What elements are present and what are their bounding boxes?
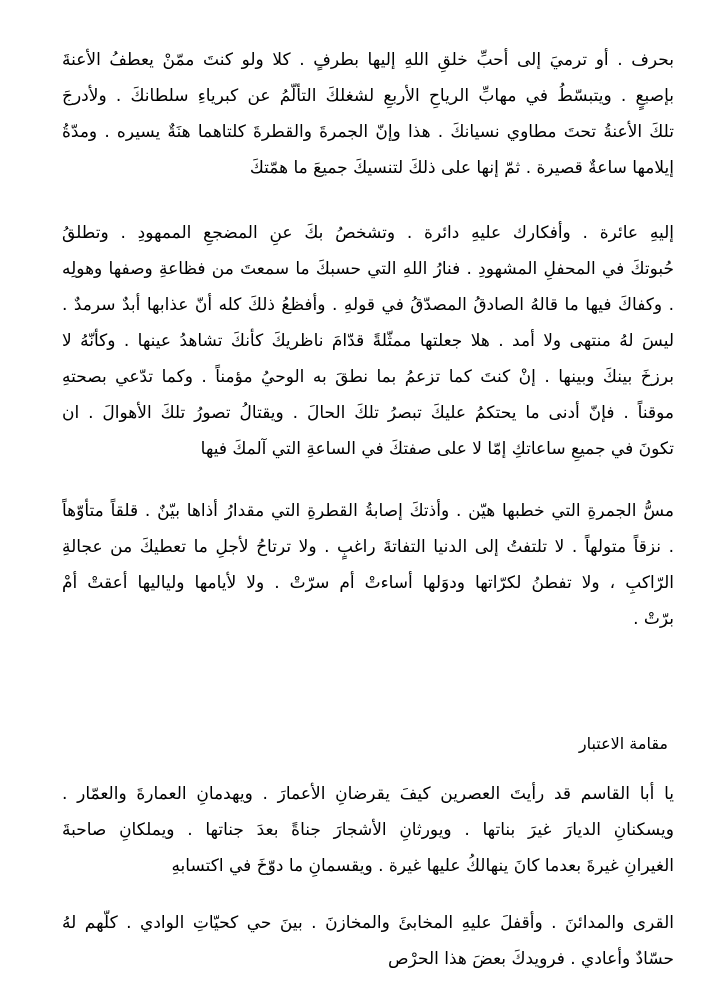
text-line: تكونَ في جميعِ ساعاتكِ إمّا لا على صفتكَ في الساعةِ التي آلمكَ فيها	[200, 439, 674, 459]
paragraph	[62, 905, 674, 977]
text-line: . نزقاً متولهاً . لا تلتفتُ إلى الدنيا التفاتةَ راغبٍ . ولا ترتاحُ لأجلِ ما تعطيكَ من عجالةِ	[62, 537, 674, 557]
text-line: ليسَ لهُ منتهى ولا أمد . هلا جعلتها ممثّلةً قدّامَ ناظريكَ كأنكَ تشاهدُ عينها . وكأنّهُ لا	[62, 331, 674, 351]
text-line: برزخَ بينكَ وبينها . إنْ كنتَ كما تزعمُ بما نطقَ به الوحيُ مؤمناً . وكما تدّعي بصحتهِ	[62, 367, 674, 387]
text-line: حُبوتكَ في المحفلِ المشهودِ . فنارُ اللهِ التي حسبكَ ما سمعتَ من فظاعةِ وصفها وهولِه	[62, 259, 674, 279]
paragraph	[62, 776, 674, 884]
text-line: ويسكنانِ الديارَ غيرَ بناتها . ويورثانِ الأشجارَ جناةً بعدَ جناتها . ويملكانِ صاحبةَ	[62, 820, 674, 840]
text-line: . وكفاكَ فيها ما قالهُ الصادقُ المصدّقُ في قولهِ . وأفظعُ ذلكَ كله أنّ عذابها أبدٌ سرمدٌ .	[62, 295, 674, 315]
paragraph	[62, 42, 674, 186]
text-line: الغيرانِ غيرةَ بعدما كانَ ينهالكُ عليها غيرة . ويقسمانِ ما دوّخَ في اكتسابهِ	[171, 856, 674, 876]
text-line: حسّادٌ وأعادي . فرويدكَ بعضَ هذا الحرْص	[388, 949, 674, 969]
text-line: يا أبا القاسم قد رأيتَ العصرين كيفَ يقرضانِ الأعمارَ . ويهدمانِ العمارةَ والعمّار .	[62, 784, 674, 804]
text-line: إيلامها ساعةٌ قصيرة . ثمّ إنها على ذلكَ لتنسيكَ جميعَ ما همّتكَ	[249, 158, 674, 178]
section-heading: مقامة الاعتبار	[578, 734, 668, 753]
paragraph	[62, 215, 674, 467]
text-line: موقناً . فإنّ أدنى ما يحتكمُ عليكَ تبصرُ تلكَ الحالَ . ويقتالُ تصورُ تلكَ الأهوالَ . ان	[62, 403, 674, 423]
text-line: برّتْ .	[633, 609, 674, 629]
paragraph	[62, 493, 674, 637]
text-line: بحرف . أو ترميَ إلى أحبِّ خلقِ اللهِ إليها بطرفٍ . كلا ولو كنتَ ممّنْ يعطفُ الأعنةَ	[62, 50, 674, 70]
text-line: مسُّ الجمرةِ التي خطبها هيّن . وأذتكَ إصابةُ القطرةِ التي مقدارُ أذاها بيّنٌ . قلقاً متأوّهاً	[62, 501, 674, 521]
text-line: الرّاكبِ ، ولا تفطنُ لكرّاتها ودوَلها أساءتْ أم سرّتْ . ولا لأيامها ولياليها أعقتْ أمْ	[62, 573, 674, 593]
text-line: إليهِ عائرة . وأفكارك عليهِ دائرة . وتشخصُ بكَ عنِ المضجعِ الممهودِ . وتطلقُ	[62, 223, 674, 243]
text-line: بإصبعٍ . ويتبسّطُ في مهابِّ الرياحِ الأربعِ لشغلكَ التألّمُ عن كبرياءِ سلطانكَ . ولأدرجَ	[62, 86, 674, 106]
text-line: تلكَ الأعنةُ تحتَ مطاوي نسيانكَ . هذا وإنّ الجمرةَ والقطرةَ كلتاهما هنَةٌ يسيره . ومدّةُ	[62, 122, 674, 142]
text-line: القرى والمدائنَ . وأقفلَ عليهِ المخابئَ والمخازنَ . بينَ حي كحيّاتِ الوادي . كلّهم لهُ	[62, 913, 674, 933]
